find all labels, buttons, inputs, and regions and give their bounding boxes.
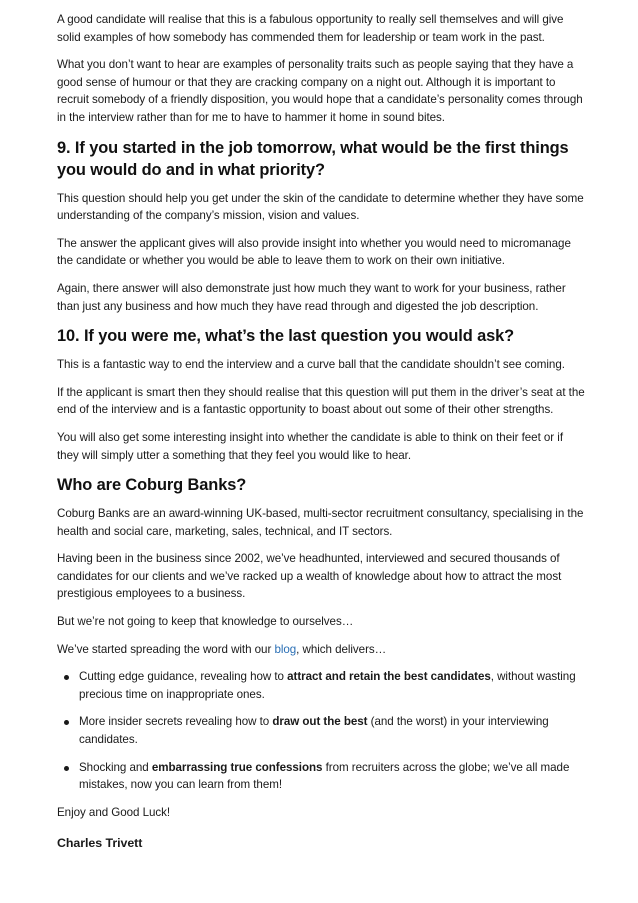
heading-who-are-coburg-banks: Who are Coburg Banks? xyxy=(57,476,247,495)
paragraph-q9-2: The answer the applicant gives will also provide insight into whether you would need to micromanage the candidate or whether you would be able to leave them to work on their own initiative. xyxy=(57,236,571,268)
paragraph-q10-2: If the applicant is smart then they should realise that this question will put them in the driver’s seat at the end of the interview and is a fantastic opportunity to boast about out some of their other strengths. xyxy=(57,385,585,417)
bold-phrase: embarrassing true confessions xyxy=(151,760,323,774)
list-item: Shocking and embarrassing true confessions from recruiters across the globe; we’ve all made mistakes, now you can learn from them! xyxy=(79,759,587,794)
paragraph-q9-3: Again, there answer will also demonstrate just how much they want to work for your business, rather than just any business and how much they have read through and digested the job description. xyxy=(57,281,566,313)
blog-intro-after: , which delivers… xyxy=(296,642,387,656)
paragraph-about-3: But we’re not going to keep that knowledge to ourselves… xyxy=(57,615,354,629)
bullet-icon xyxy=(64,675,69,680)
bold-phrase: draw out the best xyxy=(272,715,368,729)
document-page xyxy=(57,11,587,863)
paragraph-personality-traits: What you don’t want to hear are examples of personality traits such as people saying that they have a good sense of humour or that they are cracking company on a night out. Although it is important to recruit somebody of a friendly disposition, you would hope that a candidate’s personality comes through in the interview rather than for me to have to hammer it home in sound bites. xyxy=(57,58,583,124)
benefits-list xyxy=(57,668,587,794)
heading-question-10: 10. If you were me, what’s the last question you would ask? xyxy=(57,327,515,346)
paragraph-good-candidate: A good candidate will realise that this is a fabulous opportunity to really sell themselves and will give solid examples of how somebody has commended them for leadership or team work in the past. xyxy=(57,13,564,44)
list-item: Cutting edge guidance, revealing how to attract and retain the best candidates, without wasting precious time on inappropriate ones. xyxy=(79,668,587,703)
paragraph-about-1: Coburg Banks are an award-winning UK-based, multi-sector recruitment consultancy, specialising in the health and social care, marketing, sales, technical, and IT sectors. xyxy=(57,507,584,538)
paragraph-closing: Enjoy and Good Luck! xyxy=(57,805,171,819)
paragraph-q10-3: You will also get some interesting insight into whether the candidate is able to think on their feet or if they will simply utter a something that they feel you would like to hear. xyxy=(57,430,563,462)
bullet-icon xyxy=(64,766,69,771)
bullet-icon xyxy=(64,720,69,725)
blog-intro-before: We’ve started spreading the word with our xyxy=(57,642,275,656)
paragraph-q9-1: This question should help you get under the skin of the candidate to determine whether they have some understanding of the company’s mission, vision and values. xyxy=(57,191,584,223)
paragraph-about-2: Having been in the business since 2002, we’ve headhunted, interviewed and secured thousands of candidates for our clients and we’ve racked up a wealth of knowledge about how to attract the most prestigious employees to a business. xyxy=(57,552,562,601)
list-item: More insider secrets revealing how to draw out the best (and the worst) in your interviewing candidates. xyxy=(79,713,587,748)
paragraph-q10-1: This is a fantastic way to end the interview and a curve ball that the candidate shouldn’t see coming. xyxy=(57,358,565,372)
heading-question-9: 9. If you started in the job tomorrow, what would be the first things you would do and in what priority? xyxy=(57,138,569,179)
author-name: Charles Trivett xyxy=(57,836,143,851)
bold-phrase: attract and retain the best candidates xyxy=(287,670,491,684)
paragraph-blog-intro xyxy=(57,641,587,659)
blog-link[interactable]: blog xyxy=(274,642,297,656)
